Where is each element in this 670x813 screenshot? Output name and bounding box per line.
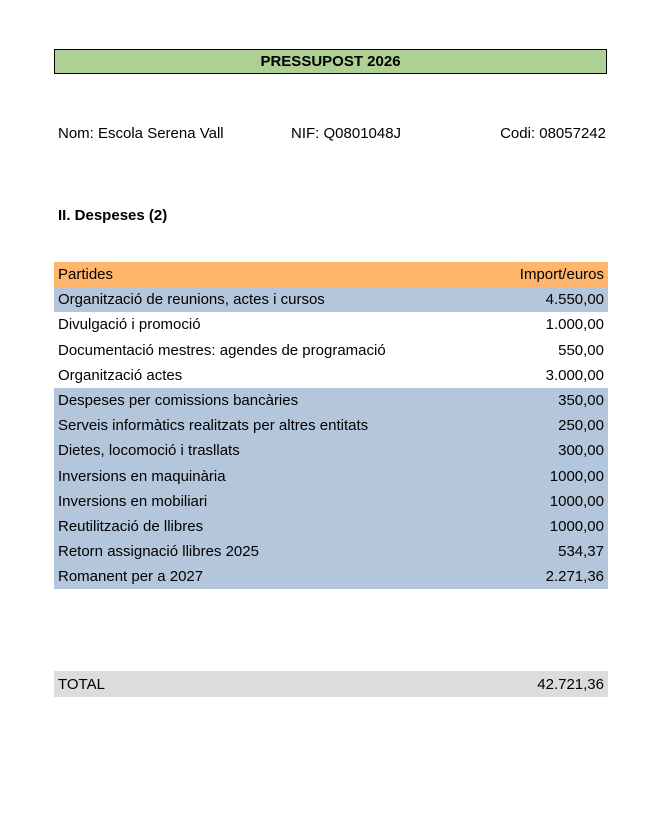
row-value: 250,00 bbox=[558, 417, 604, 435]
row-label: Divulgació i promoció bbox=[58, 316, 201, 334]
row-label: Retorn assignació llibres 2025 bbox=[58, 543, 259, 561]
row-label: Dietes, locomoció i trasllats bbox=[58, 442, 240, 460]
header-import: Import/euros bbox=[519, 266, 604, 283]
expenses-table bbox=[54, 262, 608, 589]
table-row bbox=[54, 388, 608, 413]
total-value: 42.721,36 bbox=[537, 676, 604, 693]
table-row bbox=[54, 438, 608, 463]
row-label: Reutilització de llibres bbox=[58, 517, 204, 535]
total-row bbox=[54, 671, 608, 697]
row-value: 1000,00 bbox=[549, 467, 604, 485]
table-header bbox=[54, 262, 608, 287]
table-row bbox=[54, 464, 608, 489]
school-name: Nom: Escola Serena Vall bbox=[58, 125, 224, 142]
row-label: Romanent per a 2027 bbox=[58, 568, 204, 586]
table-row bbox=[54, 338, 608, 363]
row-value: 350,00 bbox=[558, 391, 604, 409]
table-row bbox=[54, 489, 608, 514]
table-row bbox=[54, 539, 608, 564]
row-label: Organització actes bbox=[58, 366, 183, 384]
table-row bbox=[54, 287, 608, 312]
table-row bbox=[54, 312, 608, 337]
school-nif: NIF: Q0801048J bbox=[291, 125, 402, 142]
row-label: Despeses per comissions bancàries bbox=[58, 391, 299, 409]
table-row bbox=[54, 413, 608, 438]
row-value: 2.271,36 bbox=[545, 568, 604, 586]
row-value: 300,00 bbox=[558, 442, 604, 460]
section-heading: II. Despeses (2) bbox=[58, 207, 168, 224]
table-row bbox=[54, 363, 608, 388]
row-value: 550,00 bbox=[558, 341, 604, 359]
row-value: 1000,00 bbox=[549, 517, 604, 535]
row-value: 3.000,00 bbox=[545, 366, 604, 384]
row-label: Inversions en maquinària bbox=[58, 467, 226, 485]
row-value: 1000,00 bbox=[549, 492, 604, 510]
table-row bbox=[54, 514, 608, 539]
table-row bbox=[54, 564, 608, 589]
row-label: Serveis informàtics realitzats per altres entitats bbox=[58, 417, 369, 435]
row-value: 4.550,00 bbox=[545, 291, 604, 309]
row-label: Documentació mestres: agendes de programació bbox=[58, 341, 386, 359]
row-label: Inversions en mobiliari bbox=[58, 492, 208, 510]
total-label: TOTAL bbox=[58, 676, 105, 693]
header-partides: Partides bbox=[58, 266, 114, 283]
row-value: 534,37 bbox=[558, 543, 604, 561]
row-value: 1.000,00 bbox=[545, 316, 604, 334]
school-code: Codi: 08057242 bbox=[500, 125, 606, 142]
page-title: PRESSUPOST 2026 bbox=[54, 49, 607, 74]
row-label: Organització de reunions, actes i cursos bbox=[58, 291, 325, 309]
